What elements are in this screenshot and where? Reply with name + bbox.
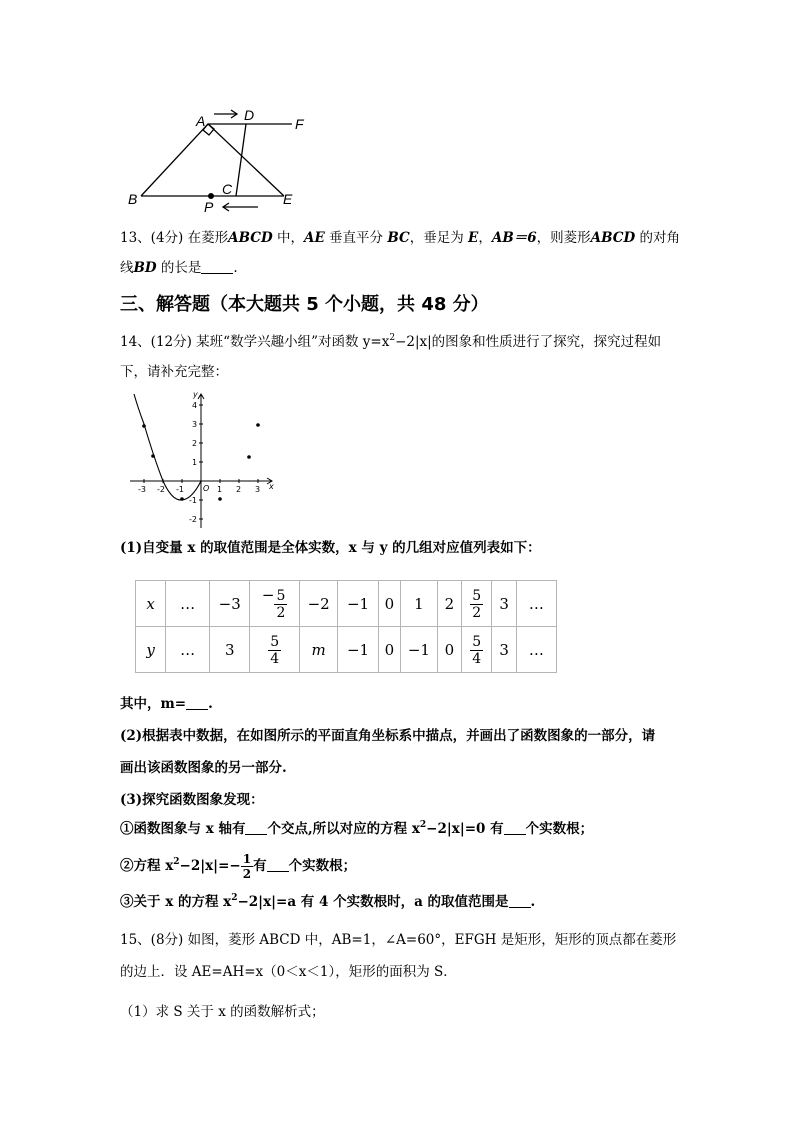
table-cell: 0 [378, 581, 401, 627]
label-e: E [283, 191, 293, 207]
y-tick: 2 [192, 439, 198, 448]
origin-label: O [203, 484, 210, 493]
table-cell: 0 [437, 627, 461, 673]
q14-part1: (1)自变量 x 的取值范围是全体实数，x 与 y 的几组对应值列表如下： [120, 540, 541, 556]
answer-blank [509, 893, 531, 908]
table-cell: −1 [338, 581, 378, 627]
table-cell: … [516, 627, 556, 673]
table-cell: m [299, 627, 337, 673]
q14-part2-line1: (2)根据表中数据，在如图所示的平面直角坐标系中描点，并画出了函数图象的一部分，请 [120, 728, 656, 744]
answer-blank [267, 857, 289, 872]
table-cell: 3 [210, 627, 250, 673]
label-d: D [244, 107, 255, 123]
y-tick: -2 [189, 515, 197, 524]
table-cell: $\frac{5}{4}$ [462, 627, 492, 673]
function-plot [126, 388, 281, 533]
table-cell: − $\frac{5}{2}$ [250, 581, 300, 627]
table-cell: −3 [210, 581, 250, 627]
geometry-figure [120, 100, 320, 215]
table-cell: y [136, 627, 166, 673]
q14-line1: 14、(12分) 某班“数学兴趣小组”对函数 $y=x^2-2|x|$的图象和性质进行了探究，探究过程如 [120, 333, 662, 350]
table-cell: −1 [401, 627, 437, 673]
y-tick: -1 [189, 496, 197, 505]
x-tick: 2 [236, 485, 242, 494]
x-tick: -3 [138, 485, 146, 494]
y-tick: 4 [192, 401, 198, 410]
table-row [136, 627, 557, 673]
table-cell: … [166, 581, 210, 627]
label-f: F [295, 116, 304, 132]
q14-item1: ①函数图象与 x 轴有 个交点,所以对应的方程 $x^2-2|x|=0$ 有 个实数根； [120, 820, 594, 837]
q15-line1: 15、(8分) 如图，菱形 ABCD 中，AB=1，∠A=60°，EFGH 是矩形，矩形的顶点都在菱形 [120, 932, 677, 948]
value-table [129, 576, 557, 676]
table-cell: $\frac{5}{2}$ [462, 581, 492, 627]
table-cell: −1 [338, 627, 378, 673]
q14-line2: 下，请补充完整： [120, 364, 228, 380]
y-tick: 3 [192, 420, 198, 429]
q14-m-line: 其中，m= . [120, 696, 213, 712]
table-cell: $\frac{5}{4}$ [250, 627, 300, 673]
q15-line2: 的边上．设 AE=AH=x（0＜x＜1），矩形的面积为 S． [120, 964, 457, 980]
x-tick: 1 [217, 485, 223, 494]
label-b: B [128, 191, 138, 207]
q15-sub1: （1）求 S 关于 x 的函数解析式； [120, 1004, 325, 1020]
q13-line1: 13、(4分) 在菱形ABCD 中，AE 垂直平分 BC，垂足为 E，AB＝6，则菱形ABCD 的对角 [120, 230, 681, 246]
table-row [136, 581, 557, 627]
table-cell: 0 [378, 627, 401, 673]
answer-blank [504, 820, 526, 835]
q14-item2: ②方程 $x^2-2|x|=-$ $\frac{1}{2}$ 有 个实数根； [120, 852, 357, 881]
table-cell: … [166, 627, 210, 673]
label-a: A [196, 113, 206, 129]
answer-blank [186, 695, 208, 710]
x-tick: -2 [157, 485, 165, 494]
table-cell: 3 [492, 581, 516, 627]
x-axis-label: x [269, 482, 274, 491]
label-p: P [204, 199, 214, 215]
answer-blank [201, 259, 233, 274]
x-tick: 3 [255, 485, 261, 494]
q14-item3: ③关于 x 的方程 $x^2-2|x|=a$ 有 4 个实数根时，a 的取值范围是 . [120, 893, 536, 910]
table-cell: 1 [401, 581, 437, 627]
y-tick: 1 [192, 458, 198, 467]
table-cell: −2 [299, 581, 337, 627]
table-cell: 3 [492, 627, 516, 673]
table-cell: x [136, 581, 166, 627]
x-tick: -1 [176, 485, 184, 494]
table-cell: 2 [437, 581, 461, 627]
table-cell: … [516, 581, 556, 627]
q13-line2: 线BD 的长是 . [120, 260, 238, 276]
y-axis-label: y [193, 390, 198, 399]
q14-part3: (3)探究函数图象发现： [120, 792, 264, 808]
section-heading: 三、解答题（本大题共 5 个小题，共 48 分） [120, 294, 489, 315]
q14-part2-line2: 画出该函数图象的另一部分. [120, 760, 287, 776]
label-c: C [222, 181, 233, 197]
answer-blank [245, 820, 267, 835]
